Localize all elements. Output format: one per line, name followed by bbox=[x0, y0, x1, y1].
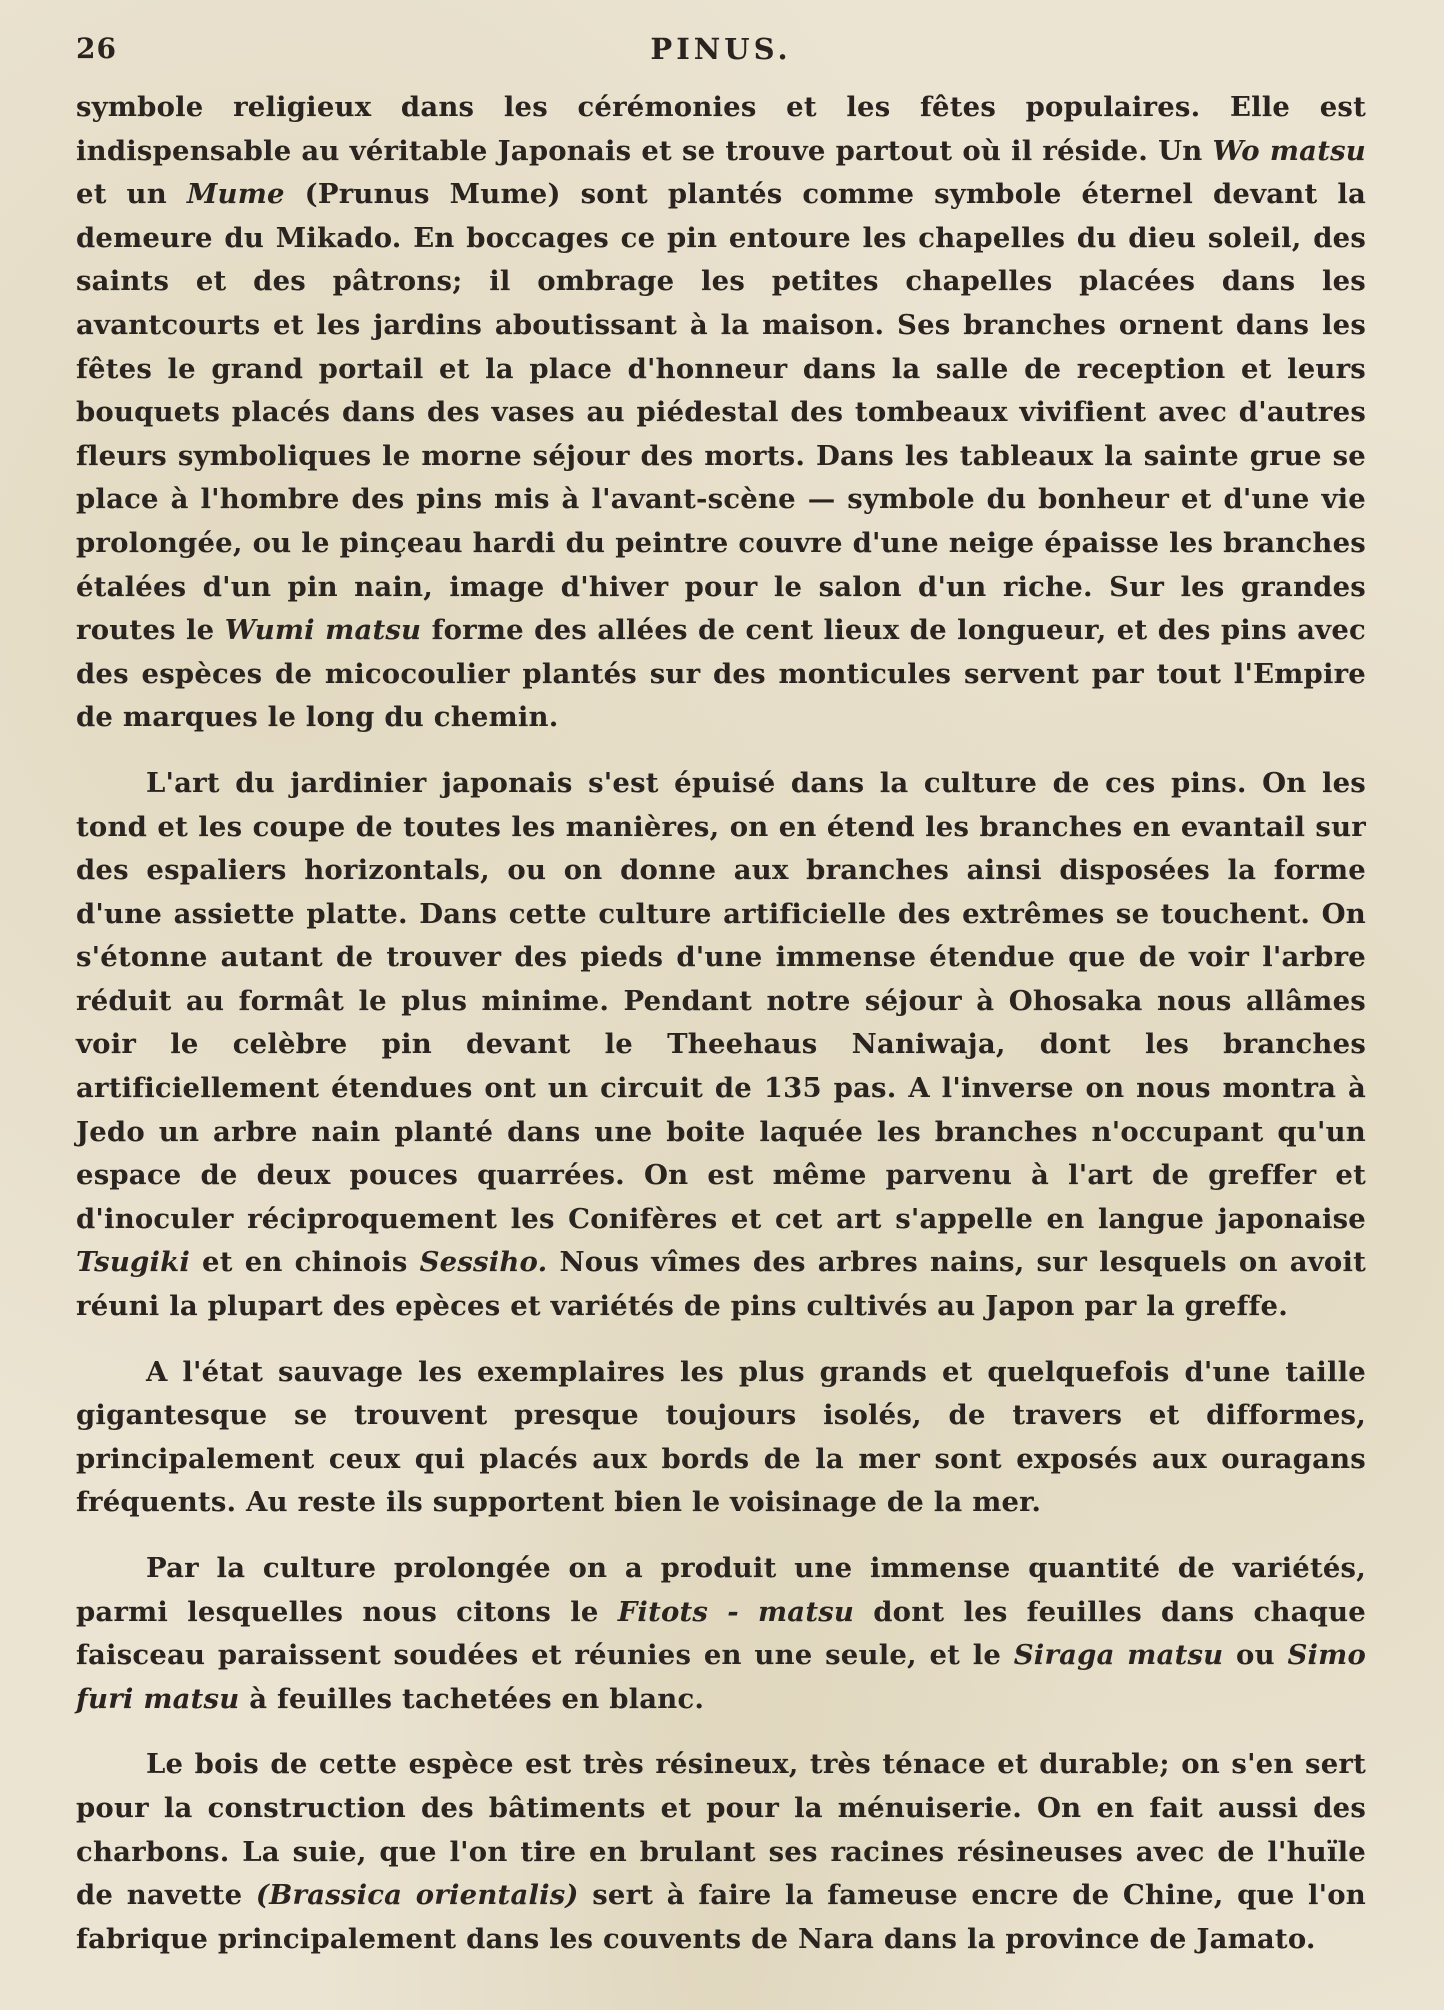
page-header-title: PINUS. bbox=[650, 32, 792, 66]
text-run: symbole religieux dans les cérémonies et les fêtes populaires. Elle est indispensable au véritable Japonais et se trouve partout où il réside. Un bbox=[76, 91, 1366, 167]
italic-term: Siraga matsu bbox=[1013, 1639, 1224, 1672]
text-run: forme des allées de cent lieux de longueur, et des pins avec des espèces de micocoulier plantés sur des monticules servent par tout l'Empire de marques le long du chemin. bbox=[76, 614, 1366, 734]
text-run: et en chinois bbox=[190, 1246, 420, 1279]
paragraph bbox=[76, 762, 1366, 1329]
text-run: et un bbox=[76, 178, 187, 211]
italic-term: Tsugiki bbox=[76, 1246, 190, 1279]
italic-term: Wo matsu bbox=[1212, 134, 1366, 167]
text-run: Nous vîmes des arbres nains, sur lesquels on avoit réuni la plupart des epèces et variétés de pins cultivés au Japon par la greffe. bbox=[76, 1246, 1366, 1323]
italic-term: Wumi matsu bbox=[224, 614, 422, 647]
italic-term: Simo furi matsu bbox=[76, 1639, 1366, 1715]
paragraph bbox=[76, 1351, 1366, 1525]
body-text bbox=[76, 86, 1366, 1961]
text-run: ou bbox=[1223, 1639, 1288, 1672]
text-run: (Prunus Mume) sont plantés comme symbole éternel devant la demeure du Mikado. En boccages ce pin entoure les chapelles du dieu soleil, des saints et des pâtrons; il ombrage les petites chapelles placées dans les avantcourts et les jardins aboutissant à la maison. Ses branches ornent dans les fêtes le grand portail et la place d'honneur dans la salle de reception et leurs bouquets placés dans des vases au piédestal des tombeaux vivifient avec d'autres fleurs symboliques le morne séjour des morts. Dans les tableaux la sainte grue se place à l'hombre des pins mis à l'avant-scène — symbole du bonheur et d'une vie prolongée, ou le pinçeau hardi du peintre couvre d'une neige épaisse les branches étalées d'un pin nain, image d'hiver pour le salon d'un riche. Sur les grandes routes le bbox=[76, 178, 1366, 647]
paragraph bbox=[76, 86, 1366, 740]
text-run: A l'état sauvage les exemplaires les plus grands et quelquefois d'une taille gigantesque se trouvent presque toujours isolés, de travers et difformes, principalement ceux qui placés aux bords de la mer sont exposés aux ouragans fréquents. Au reste ils supportent bien le voisinage de la mer. bbox=[76, 1355, 1366, 1519]
paragraph bbox=[76, 1547, 1366, 1721]
text-run: à feuilles tachetées en blanc. bbox=[239, 1682, 705, 1715]
text-run: Par la culture prolongée on a produit une immense quantité de variétés, parmi lesquelles nous citons le bbox=[76, 1552, 1366, 1628]
text-run: L'art du jardinier japonais s'est épuisé dans la culture de ces pins. On les tond et les coupe de toutes les manières, on en étend les branches en evantail sur des espaliers horizontals, ou on donne aux branches ainsi disposées la forme d'une assiette platte. Dans cette culture artificielle des extrêmes se touchent. On s'étonne autant de trouver des pieds d'une immense étendue que de voir l'arbre réduit au formât le plus minime. Pendant notre séjour à Ohosaka nous allâmes voir le celèbre pin devant le Theehaus Naniwaja, dont les branches artificiellement étendues ont un circuit de 135 pas. A l'inverse on nous montra à Jedo un arbre nain planté dans une boite laquée les branches n'occupant qu'un espace de deux pouces quarrées. On est même parvenu à l'art de greffer et d'inoculer réciproquement les Conifères et cet art s'appelle en langue japonaise bbox=[76, 766, 1366, 1235]
italic-term: Mume bbox=[186, 178, 285, 211]
paragraph bbox=[76, 1743, 1366, 1961]
text-run: sert à faire la fameuse encre de Chine, que l'on fabrique principalement dans les couvents de Nara dans la province de Jamato. bbox=[76, 1879, 1366, 1955]
italic-term: (Brassica orientalis) bbox=[255, 1879, 579, 1912]
italic-term: Fitots - matsu bbox=[617, 1595, 855, 1628]
text-run: Le bois de cette espèce est très résineux, très ténace et durable; on s'en sert pour la construction des bâtiments et pour la ménuiserie. On en fait aussi des charbons. La suie, que l'on tire en brulant ses racines résineuses avec de l'huïle de navette bbox=[76, 1748, 1366, 1912]
text-run: dont les feuilles dans chaque faisceau paraissent soudées et réunies en une seule, et le bbox=[76, 1595, 1366, 1672]
running-head bbox=[76, 28, 1366, 68]
page-number: 26 bbox=[76, 32, 117, 65]
italic-term: Sessiho. bbox=[419, 1246, 548, 1279]
